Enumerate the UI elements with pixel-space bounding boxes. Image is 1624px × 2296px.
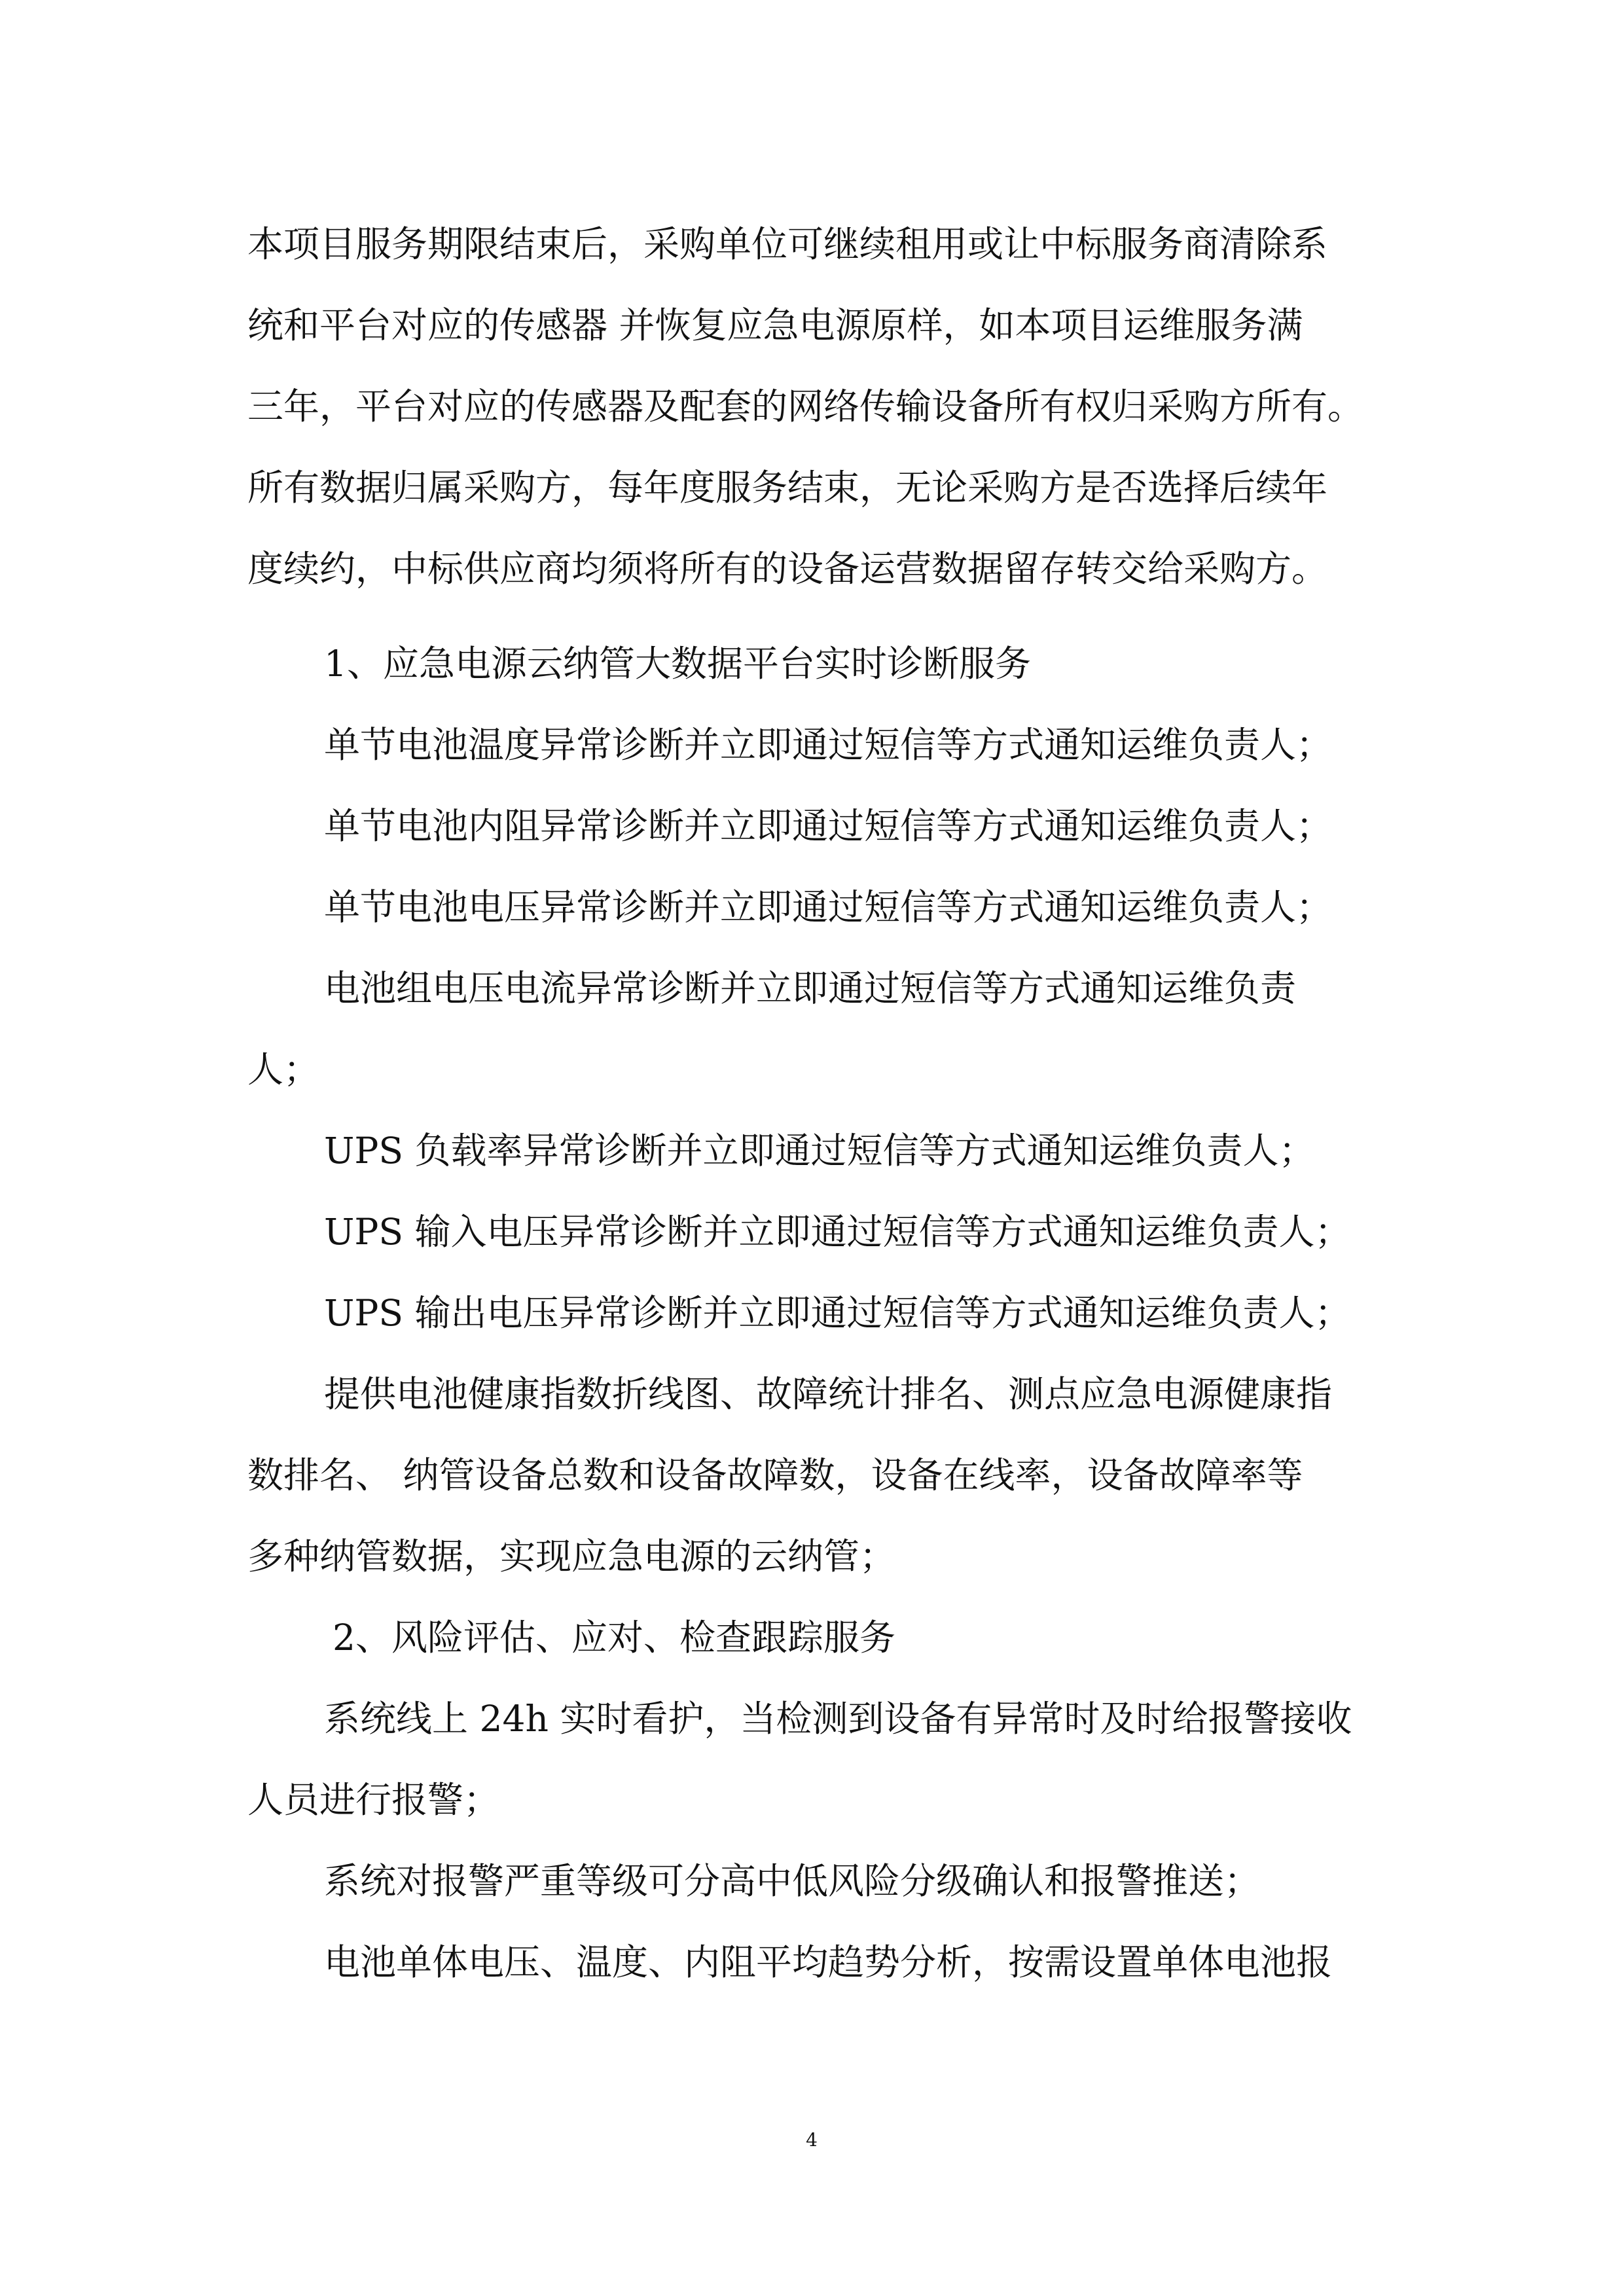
page-number: 4 (806, 2129, 818, 2151)
paragraph-line: 所有数据归属采购方，每年度服务结束，无论采购方是否选择后续年 (247, 467, 1328, 509)
paragraph-line: 单节电池温度异常诊断并立即通过短信等方式通知运维负责人； (324, 724, 1333, 766)
paragraph-line: UPS 负载率异常诊断并立即通过短信等方式通知运维负责人； (324, 1130, 1315, 1172)
section-heading: 1、应急电源云纳管大数据平台实时诊断服务 (324, 643, 1031, 685)
paragraph-line: 统和平台对应的传感器 并恢复应急电源原样，如本项目运维服务满 (247, 304, 1303, 346)
paragraph-line: 数排名、 纳管设备总数和设备故障数，设备在线率，设备故障率等 (247, 1454, 1303, 1496)
paragraph-line: UPS 输出电压异常诊断并立即通过短信等方式通知运维负责人； (324, 1292, 1351, 1334)
paragraph-line: 本项目服务期限结束后，采购单位可继续租用或让中标服务商清除系 (247, 223, 1328, 265)
paragraph-line: 三年，平台对应的传感器及配套的网络传输设备所有权归采购方所有。 (247, 386, 1364, 427)
paragraph-line: 多种纳管数据，实现应急电源的云纳管； (247, 1535, 896, 1577)
paragraph-line: UPS 输入电压异常诊断并立即通过短信等方式通知运维负责人； (324, 1211, 1351, 1253)
paragraph-line: 人； (247, 1049, 320, 1090)
paragraph-line: 度续约，中标供应商均须将所有的设备运营数据留存转交给采购方。 (247, 548, 1328, 590)
paragraph-line: 电池单体电压、温度、内阻平均趋势分析，按需设置单体电池报 (324, 1941, 1333, 1983)
paragraph-line: 系统对报警严重等级可分高中低风险分级确认和报警推送； (324, 1860, 1261, 1902)
paragraph-line: 提供电池健康指数折线图、故障统计排名、测点应急电源健康指 (324, 1373, 1333, 1415)
paragraph-line: 系统线上 24h 实时看护，当检测到设备有异常时及时给报警接收 (324, 1698, 1352, 1740)
paragraph-line: 人员进行报警； (247, 1779, 500, 1821)
section-heading: 2、风险评估、应对、检查跟踪服务 (333, 1617, 895, 1659)
paragraph-line: 单节电池内阻异常诊断并立即通过短信等方式通知运维负责人； (324, 805, 1333, 847)
paragraph-line: 单节电池电压异常诊断并立即通过短信等方式通知运维负责人； (324, 886, 1333, 928)
paragraph-line: 电池组电压电流异常诊断并立即通过短信等方式通知运维负责 (324, 967, 1297, 1009)
